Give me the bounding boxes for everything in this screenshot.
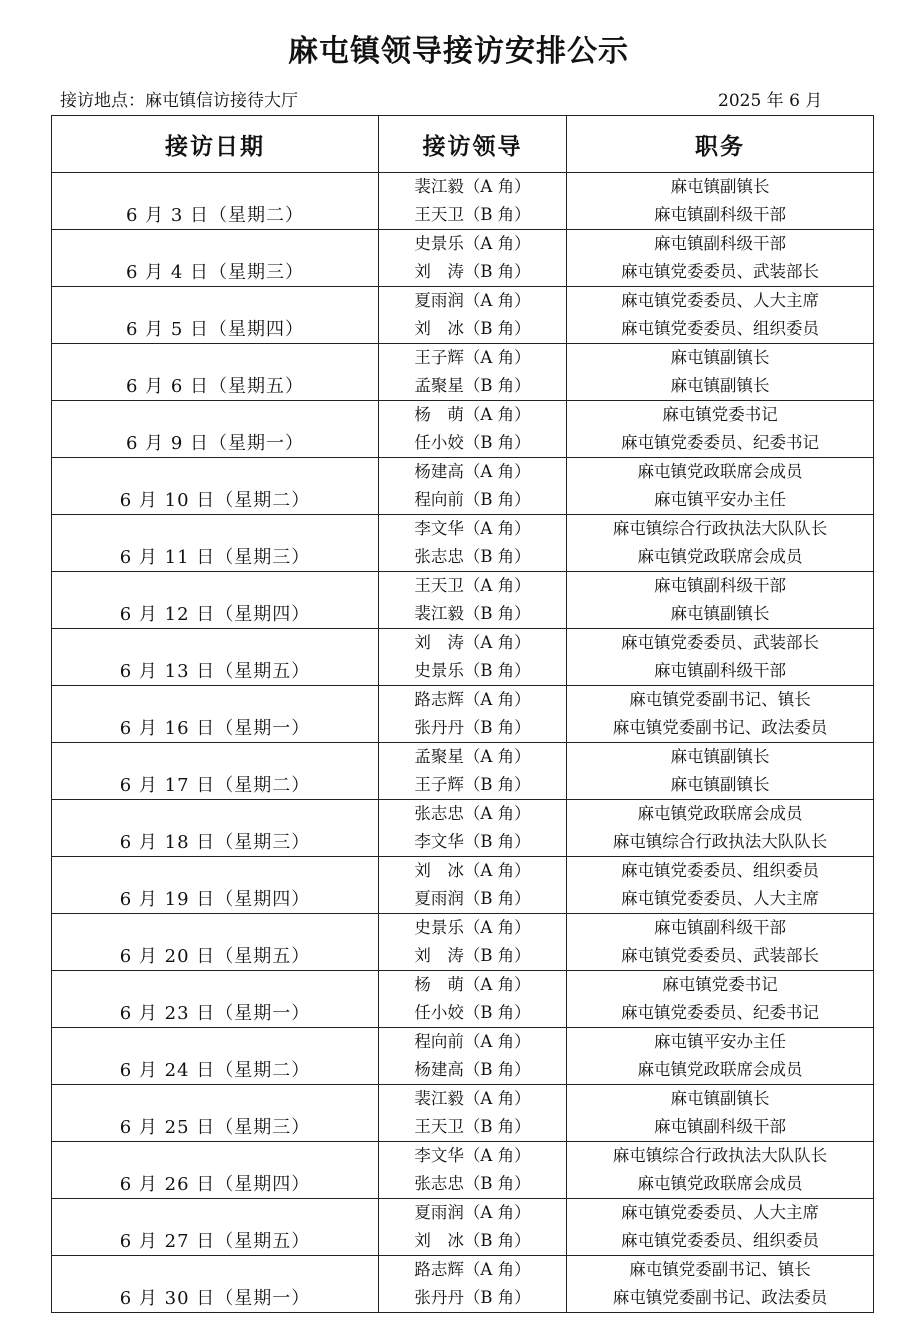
table-row — [52, 971, 874, 1028]
leader-cell — [379, 743, 567, 800]
leader-a-name: 李文华（A 角） — [414, 1146, 531, 1165]
leader-cell — [379, 230, 567, 287]
leader-b-position: 麻屯镇综合行政执法大队队长 — [612, 832, 828, 851]
reception-date: 6 月 27 日（星期五） — [119, 1231, 311, 1252]
position-cell — [567, 686, 874, 743]
leader-a-name: 杨 萌（A 角） — [414, 975, 531, 994]
leader-a-position: 麻屯镇党政联席会成员 — [637, 462, 803, 481]
reception-date: 6 月 17 日（星期二） — [119, 775, 311, 796]
position-cell — [567, 401, 874, 458]
leader-cell — [379, 1085, 567, 1142]
leader-b-name: 张志忠（B 角） — [414, 547, 531, 566]
header-position: 职务 — [567, 116, 874, 173]
leader-b-name: 裴江毅（B 角） — [414, 604, 531, 623]
leader-b-name: 程向前（B 角） — [414, 490, 531, 509]
leader-b-position: 麻屯镇党委委员、武装部长 — [621, 262, 819, 281]
leader-a-position: 麻屯镇副镇长 — [670, 747, 770, 766]
leader-b-position: 麻屯镇平安办主任 — [654, 490, 786, 509]
leader-cell — [379, 515, 567, 572]
table-row — [52, 458, 874, 515]
leader-a-name: 路志辉（A 角） — [414, 1260, 531, 1279]
leader-b-position: 麻屯镇党委委员、组织委员 — [621, 319, 819, 338]
leader-a-position: 麻屯镇党委委员、武装部长 — [621, 633, 819, 652]
leader-b-name: 张志忠（B 角） — [414, 1174, 531, 1193]
table-row — [52, 344, 874, 401]
leader-b-position: 麻屯镇副镇长 — [670, 604, 770, 623]
leader-a-name: 路志辉（A 角） — [414, 690, 531, 709]
position-cell — [567, 515, 874, 572]
leader-cell — [379, 1199, 567, 1256]
date-cell — [52, 743, 379, 800]
leader-a-position: 麻屯镇副科级干部 — [654, 234, 786, 253]
leader-b-position: 麻屯镇党委委员、人大主席 — [621, 889, 819, 908]
leader-a-position: 麻屯镇副镇长 — [670, 1089, 770, 1108]
leader-b-position: 麻屯镇党政联席会成员 — [637, 1174, 803, 1193]
table-row — [52, 572, 874, 629]
leader-b-position: 麻屯镇党委副书记、政法委员 — [612, 718, 828, 737]
date-cell — [52, 230, 379, 287]
leader-a-name: 李文华（A 角） — [414, 519, 531, 538]
leader-a-position: 麻屯镇副镇长 — [670, 348, 770, 367]
leader-cell — [379, 1028, 567, 1085]
table-row — [52, 401, 874, 458]
table-row — [52, 1256, 874, 1313]
reception-date: 6 月 20 日（星期五） — [119, 946, 311, 967]
leader-a-name: 刘 涛（A 角） — [414, 633, 531, 652]
leader-b-name: 刘 冰（B 角） — [414, 1231, 531, 1250]
leader-a-position: 麻屯镇副科级干部 — [654, 918, 786, 937]
leader-b-name: 王天卫（B 角） — [414, 205, 531, 224]
reception-date: 6 月 6 日（星期五） — [125, 376, 305, 397]
leader-a-name: 张志忠（A 角） — [414, 804, 531, 823]
leader-cell — [379, 971, 567, 1028]
position-cell — [567, 287, 874, 344]
position-cell — [567, 230, 874, 287]
leader-a-position: 麻屯镇综合行政执法大队队长 — [612, 1146, 828, 1165]
leader-b-name: 孟聚星（B 角） — [414, 376, 531, 395]
leader-a-name: 夏雨润（A 角） — [414, 291, 531, 310]
reception-date: 6 月 16 日（星期一） — [119, 718, 311, 739]
position-cell — [567, 857, 874, 914]
leader-b-name: 刘 涛（B 角） — [414, 262, 531, 281]
reception-date: 6 月 4 日（星期三） — [125, 262, 305, 283]
leader-a-name: 孟聚星（A 角） — [414, 747, 531, 766]
leader-a-name: 史景乐（A 角） — [414, 918, 531, 937]
table-row — [52, 629, 874, 686]
leader-b-name: 张丹丹（B 角） — [414, 1288, 531, 1307]
leader-b-position: 麻屯镇副镇长 — [670, 775, 770, 794]
leader-cell — [379, 1256, 567, 1313]
position-cell — [567, 1199, 874, 1256]
position-cell — [567, 572, 874, 629]
leader-a-position: 麻屯镇综合行政执法大队队长 — [612, 519, 828, 538]
table-row — [52, 230, 874, 287]
leader-b-name: 任小姣（B 角） — [414, 433, 531, 452]
date-cell — [52, 914, 379, 971]
leader-cell — [379, 344, 567, 401]
reception-date: 6 月 25 日（星期三） — [119, 1117, 311, 1138]
date-cell — [52, 1085, 379, 1142]
leader-a-name: 杨 萌（A 角） — [414, 405, 531, 424]
page-title: 麻屯镇领导接访安排公示 — [288, 34, 629, 69]
leader-b-position: 麻屯镇副科级干部 — [654, 661, 786, 680]
leader-b-name: 夏雨润（B 角） — [414, 889, 531, 908]
reception-date: 6 月 12 日（星期四） — [119, 604, 311, 625]
date-cell — [52, 287, 379, 344]
leader-a-name: 刘 冰（A 角） — [414, 861, 531, 880]
leader-a-name: 程向前（A 角） — [414, 1032, 531, 1051]
leader-a-position: 麻屯镇党委委员、人大主席 — [621, 1203, 819, 1222]
reception-date: 6 月 23 日（星期一） — [119, 1003, 311, 1024]
table-row — [52, 686, 874, 743]
reception-date: 6 月 10 日（星期二） — [119, 490, 311, 511]
date-cell — [52, 515, 379, 572]
reception-schedule-table — [51, 115, 874, 1313]
leader-cell — [379, 401, 567, 458]
leader-cell — [379, 629, 567, 686]
table-row — [52, 743, 874, 800]
table-row — [52, 515, 874, 572]
leader-b-name: 张丹丹（B 角） — [414, 718, 531, 737]
leader-a-position: 麻屯镇平安办主任 — [654, 1032, 786, 1051]
leader-a-position: 麻屯镇党委书记 — [662, 975, 778, 994]
leader-a-position: 麻屯镇党委委员、组织委员 — [621, 861, 819, 880]
table-row — [52, 1199, 874, 1256]
leader-a-name: 杨建高（A 角） — [414, 462, 531, 481]
leader-b-position: 麻屯镇副科级干部 — [654, 205, 786, 224]
leader-b-position: 麻屯镇党委委员、武装部长 — [621, 946, 819, 965]
reception-date: 6 月 24 日（星期二） — [119, 1060, 311, 1081]
leader-b-position: 麻屯镇党委副书记、政法委员 — [612, 1288, 828, 1307]
header-leader: 接访领导 — [379, 116, 567, 173]
leader-a-name: 王子辉（A 角） — [414, 348, 531, 367]
leader-a-name: 王天卫（A 角） — [414, 576, 531, 595]
leader-cell — [379, 458, 567, 515]
reception-date: 6 月 26 日（星期四） — [119, 1174, 311, 1195]
leader-b-position: 麻屯镇党委委员、纪委书记 — [621, 433, 819, 452]
position-cell — [567, 914, 874, 971]
reception-date: 6 月 9 日（星期一） — [125, 433, 305, 454]
date-cell — [52, 686, 379, 743]
date-cell — [52, 173, 379, 230]
date-cell — [52, 344, 379, 401]
reception-date: 6 月 11 日（星期三） — [119, 547, 311, 568]
header-date: 接访日期 — [52, 116, 379, 173]
leader-a-name: 裴江毅（A 角） — [414, 1089, 531, 1108]
leader-b-position: 麻屯镇党政联席会成员 — [637, 547, 803, 566]
table-row — [52, 1085, 874, 1142]
position-cell — [567, 1085, 874, 1142]
leader-b-name: 任小姣（B 角） — [414, 1003, 531, 1022]
date-cell — [52, 800, 379, 857]
leader-b-name: 史景乐（B 角） — [414, 661, 531, 680]
date-cell — [52, 971, 379, 1028]
position-cell — [567, 800, 874, 857]
position-cell — [567, 1256, 874, 1313]
leader-b-name: 王天卫（B 角） — [414, 1117, 531, 1136]
position-cell — [567, 458, 874, 515]
table-row — [52, 1142, 874, 1199]
leader-b-position: 麻屯镇党委委员、组织委员 — [621, 1231, 819, 1250]
reception-date: 6 月 18 日（星期三） — [119, 832, 311, 853]
leader-b-position: 麻屯镇副镇长 — [670, 376, 770, 395]
date-cell — [52, 857, 379, 914]
position-cell — [567, 1142, 874, 1199]
leader-cell — [379, 1142, 567, 1199]
leader-a-position: 麻屯镇党委委员、人大主席 — [621, 291, 819, 310]
date-cell — [52, 629, 379, 686]
position-cell — [567, 173, 874, 230]
leader-a-position: 麻屯镇党政联席会成员 — [637, 804, 803, 823]
leader-b-position: 麻屯镇党政联席会成员 — [637, 1060, 803, 1079]
leader-b-name: 刘 冰（B 角） — [414, 319, 531, 338]
leader-b-name: 刘 涛（B 角） — [414, 946, 531, 965]
leader-b-name: 杨建高（B 角） — [414, 1060, 531, 1079]
table-row — [52, 857, 874, 914]
table-row — [52, 1028, 874, 1085]
leader-cell — [379, 686, 567, 743]
reception-date: 6 月 30 日（星期一） — [119, 1288, 311, 1309]
date-cell — [52, 401, 379, 458]
position-cell — [567, 743, 874, 800]
leader-a-name: 史景乐（A 角） — [414, 234, 531, 253]
schedule-period: 2025 年 6 月 — [718, 91, 823, 111]
table-body — [52, 173, 874, 1313]
leader-a-name: 裴江毅（A 角） — [414, 177, 531, 196]
reception-date: 6 月 19 日（星期四） — [119, 889, 311, 910]
leader-b-name: 王子辉（B 角） — [414, 775, 531, 794]
leader-a-name: 夏雨润（A 角） — [414, 1203, 531, 1222]
leader-a-position: 麻屯镇党委书记 — [662, 405, 778, 424]
leader-b-position: 麻屯镇党委委员、纪委书记 — [621, 1003, 819, 1022]
table-row — [52, 287, 874, 344]
leader-cell — [379, 173, 567, 230]
table-row — [52, 914, 874, 971]
date-cell — [52, 1256, 379, 1313]
leader-a-position: 麻屯镇副镇长 — [670, 177, 770, 196]
table-row — [52, 800, 874, 857]
date-cell — [52, 1142, 379, 1199]
date-cell — [52, 572, 379, 629]
position-cell — [567, 971, 874, 1028]
position-cell — [567, 344, 874, 401]
leader-cell — [379, 572, 567, 629]
leader-a-position: 麻屯镇党委副书记、镇长 — [629, 690, 811, 709]
leader-cell — [379, 857, 567, 914]
leader-b-name: 李文华（B 角） — [414, 832, 531, 851]
reception-location: 接访地点：麻屯镇信访接待大厅 — [60, 91, 298, 111]
leader-cell — [379, 800, 567, 857]
leader-b-position: 麻屯镇副科级干部 — [654, 1117, 786, 1136]
leader-a-position: 麻屯镇党委副书记、镇长 — [629, 1260, 811, 1279]
leader-cell — [379, 287, 567, 344]
date-cell — [52, 1028, 379, 1085]
table-header-row — [52, 116, 874, 173]
reception-date: 6 月 13 日（星期五） — [119, 661, 311, 682]
position-cell — [567, 1028, 874, 1085]
date-cell — [52, 458, 379, 515]
reception-date: 6 月 3 日（星期二） — [125, 205, 305, 226]
leader-a-position: 麻屯镇副科级干部 — [654, 576, 786, 595]
leader-cell — [379, 914, 567, 971]
date-cell — [52, 1199, 379, 1256]
reception-date: 6 月 5 日（星期四） — [125, 319, 305, 340]
table-row — [52, 173, 874, 230]
position-cell — [567, 629, 874, 686]
